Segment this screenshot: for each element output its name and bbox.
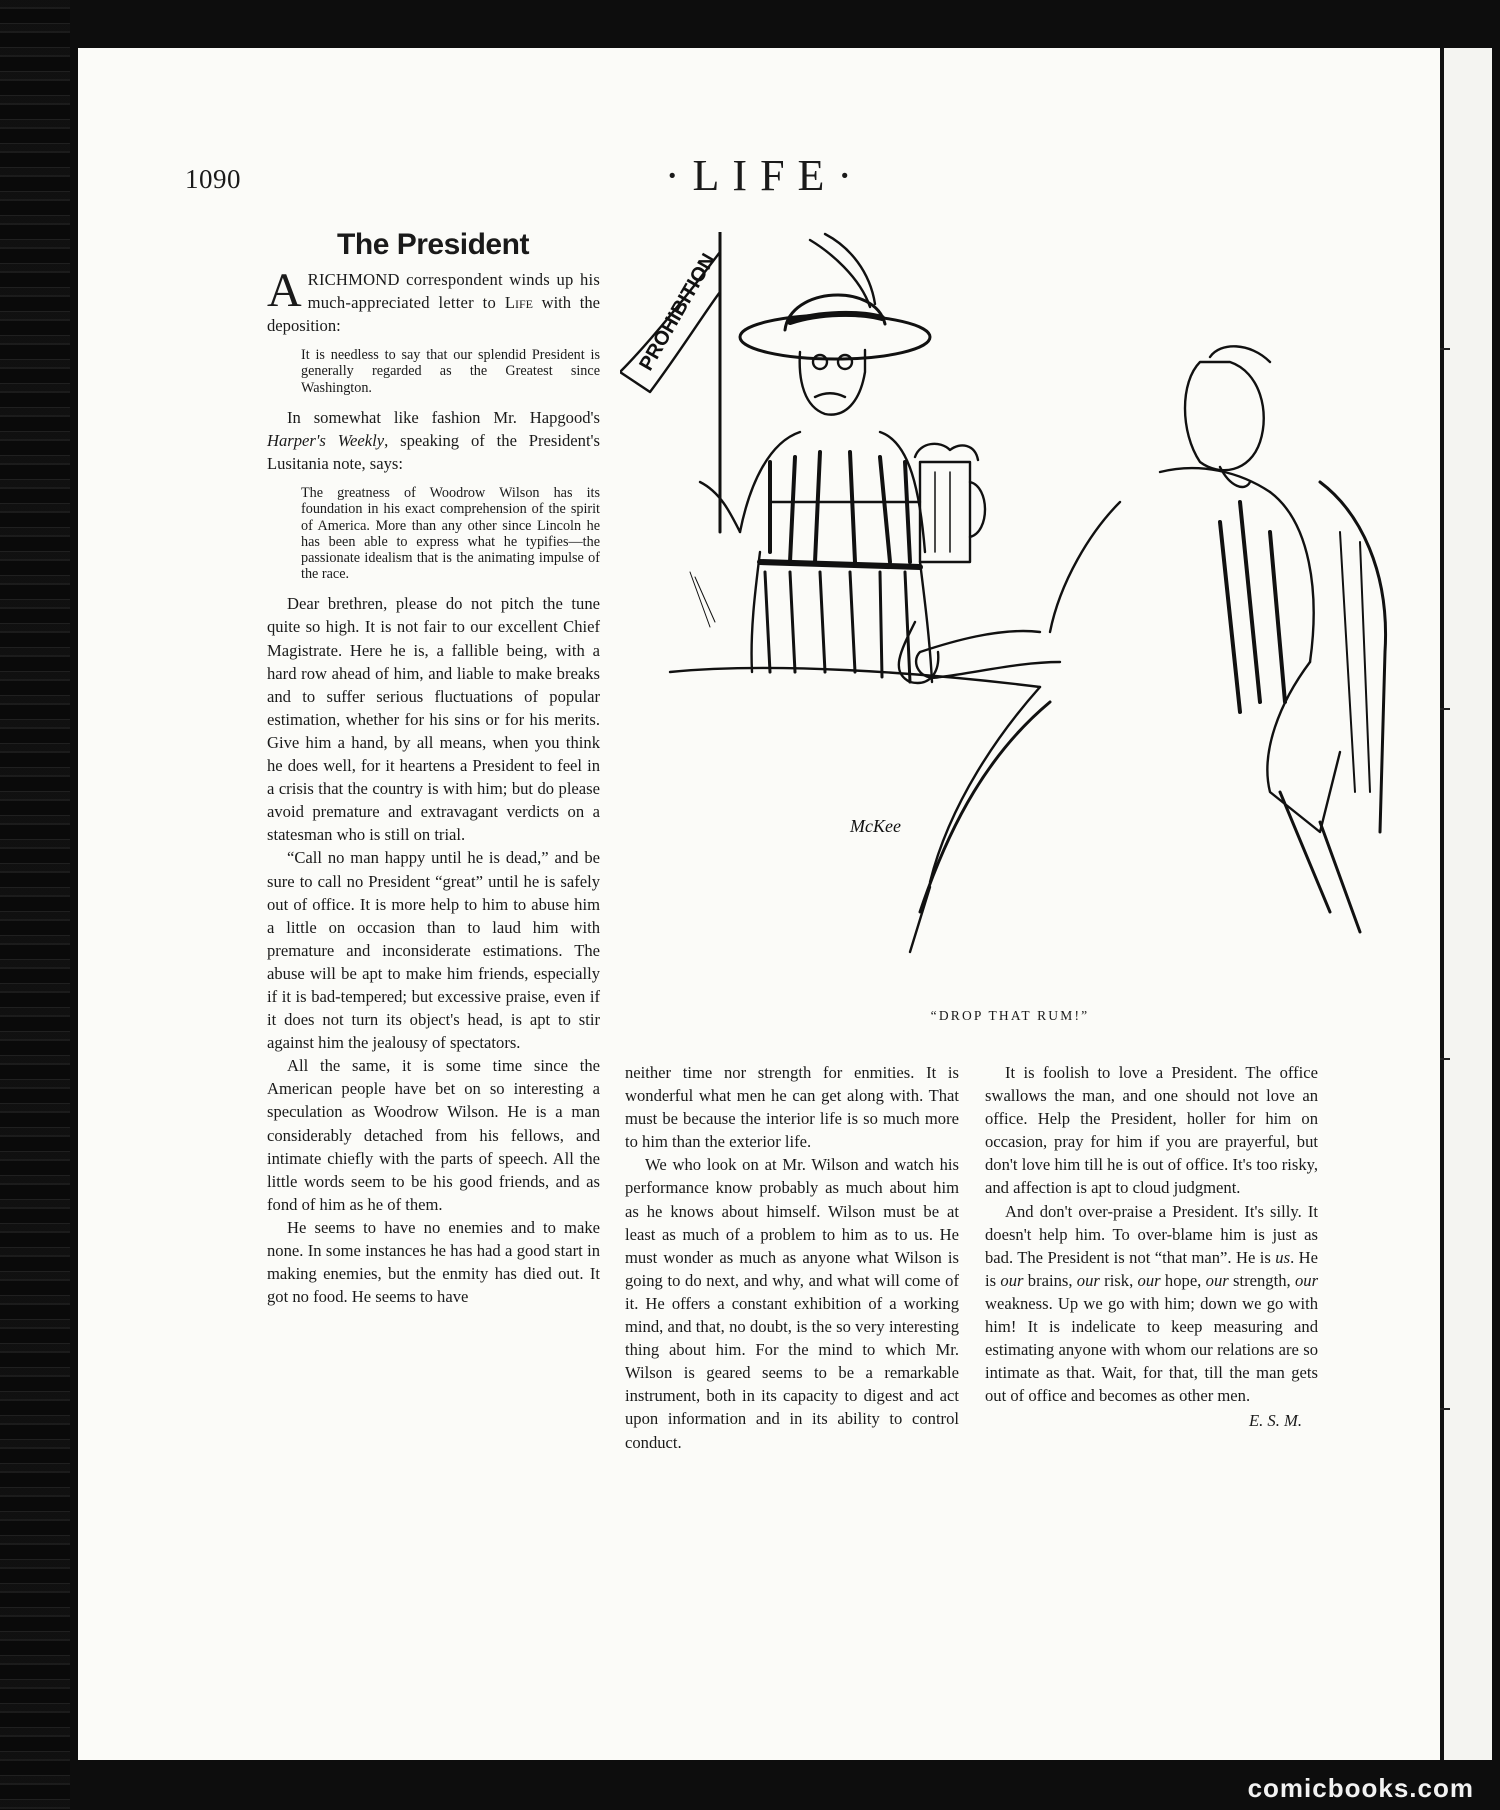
watermark: comicbooks.com	[1247, 1773, 1474, 1803]
cartoon-caption: “DROP THAT RUM!”	[930, 1008, 1090, 1023]
paragraph: “Call no man happy until he is dead,” and be sure to call no President “great” until he is safely out of office. It is more help to him to abuse him a little on occasion than to laud him with premature and inconsiderate estimations. The abuse will be apt to make him friends, especially if it is bad-tempered; but excessive praise, even if it does not turn its object's head, is apt to stir against him the jealousy of spectators.	[267, 848, 600, 1053]
paragraph: We who look on at Mr. Wilson and watch his performance know probably as much about him as he knows about himself. Wilson must be at least as much of a problem to him as to us. He must wonder as much as anyone what Wilson is going to do next, and why, and what will come of it. He offers a constant exhibition of a working mind, and that, no doubt, is the so very interesting thing about him. For the mind to which Mr. Wilson is geared seems to be a remarkable instrument, both in its capacity to digest and act upon information and in its ability to control conduct.	[625, 1155, 959, 1452]
quote-harpers: The greatness of Woodrow Wilson has its foundation in his exact comprehension of the spirit of America. More than any other since Lincoln he has been able to express what he typifies—the passionate idealism that is the animating impulse of the race.	[301, 485, 600, 583]
paragraph: All the same, it is some time since the American people have bet on so interesting a speculation as Woodrow Wilson. He is a man considerably detached from his fellows, and intimate chiefly with the parts of speech. All the little words seem to be his good friends, and as fond of him as he of them.	[267, 1056, 600, 1214]
paragraph: And don't over-praise a President. It's silly. It doesn't help him. To over-blame him is just as bad. The President is not “that man”. He is us. He is our brains, our risk, our hope, our strength, our weakness. Up we go with him; down we go with him! It is indelicate to keep measuring and estimating anyone with whom our relations are so intimate as that. Wait, for that, till the man gets out of office and becomes as other men.	[985, 1201, 1319, 1406]
woman-figure	[700, 234, 938, 683]
article-column-3	[985, 1061, 1318, 1433]
article-title: The President	[337, 228, 529, 261]
page-number: 1090	[185, 164, 241, 194]
drop-cap: A	[267, 264, 302, 317]
paragraph: In somewhat like fashion Mr. Hapgood's Harper's Weekly, speaking of the President's Lusitania note, says:	[267, 407, 600, 474]
publication-name: Harper's Weekly	[267, 430, 385, 450]
lede-paragraph: A RICHMOND correspondent winds up his much-appreciated letter to Life with the deposition:	[267, 264, 600, 336]
paragraph: He seems to have no enemies and to make none. In some instances he has had a good start in making enemies, but the enmity has died out. It got no food. He seems to have	[267, 1217, 600, 1307]
cartoon-illustration	[620, 232, 1410, 992]
quote-richmond: It is needless to say that our splendid President is generally regarded as the Greatest since Washington.	[301, 347, 600, 396]
table-drawing	[670, 572, 1050, 952]
masthead: ·LIFE·	[664, 151, 866, 200]
man-figure	[916, 346, 1385, 932]
banner-text: PROHIBITION	[635, 249, 720, 375]
author-signature: E. S. M.	[1249, 1411, 1302, 1431]
article-column-2	[625, 1061, 959, 1454]
paragraph: Dear brethren, please do not pitch the tune quite so high. It is not fair to our excellent Chief Magistrate. Here he is, a fallible being, with a hard row ahead of him, and liable to make breaks and to suffer serious fluctuations of popular estimation, whether for his sins or for his merits. Give him a hand, by all means, when you think he does well, for it heartens a President to feel in a crisis that the country is with him; but do please avoid premature and extravagant verdicts on a statesman who is still on trial.	[267, 594, 600, 845]
paragraph: It is foolish to love a President. The office swallows the man, and one should not love an office. Help the President, holler for him on occasion, pray for him if you are prayerful, but don't love him till he is out of office. It's too risky, and affection is apt to cloud judgment.	[985, 1063, 1318, 1198]
artist-signature: McKee	[850, 816, 901, 836]
paragraph-continued: neither time nor strength for enmities. It is wonderful what men he can get along with. That must be because the interior life is so much more to him than the exterior life.	[625, 1063, 959, 1152]
article-column-1	[267, 264, 600, 1308]
life-name: Life	[504, 293, 533, 313]
facing-page-edge	[1440, 48, 1492, 1760]
prohibition-banner	[620, 232, 720, 532]
scan-border	[0, 0, 70, 1810]
